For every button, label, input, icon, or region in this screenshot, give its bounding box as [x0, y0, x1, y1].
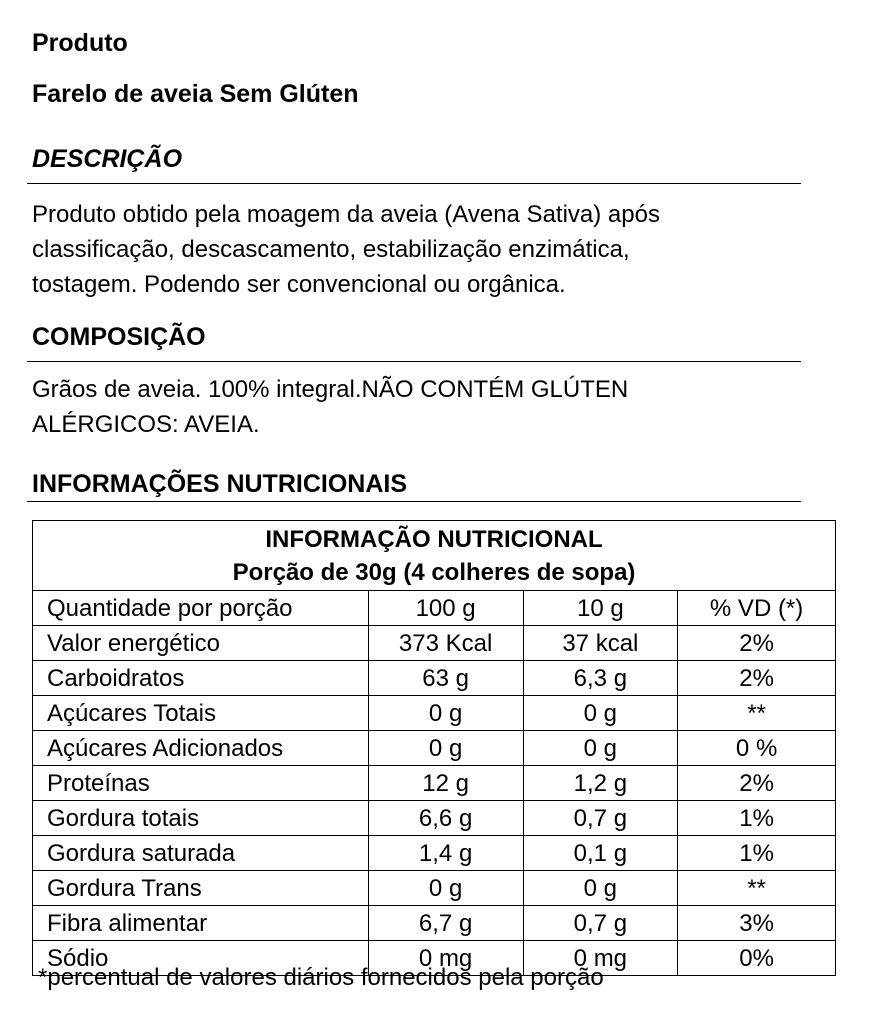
value-100g: 63 g — [368, 661, 523, 696]
table-row — [33, 906, 836, 941]
value-10g: 1,2 g — [523, 766, 678, 801]
value-10g: 0 mg — [523, 941, 678, 976]
value-vd: 2% — [678, 766, 836, 801]
table-row — [33, 801, 836, 836]
value-100g: 373 Kcal — [368, 626, 523, 661]
table-row — [33, 836, 836, 871]
descricao-heading: DESCRIÇÃO — [32, 145, 183, 173]
value-100g: 1,4 g — [368, 836, 523, 871]
table-row — [33, 871, 836, 906]
nutrition-table — [32, 520, 836, 976]
value-vd: 1% — [678, 801, 836, 836]
column-header: Quantidade por porção — [33, 591, 369, 626]
composicao-heading: COMPOSIÇÃO — [32, 323, 206, 351]
nutrient-name: Gordura totais — [33, 801, 369, 836]
table-title-cell — [33, 521, 836, 591]
table-header-row — [33, 591, 836, 626]
value-vd: 2% — [678, 626, 836, 661]
value-vd: 0% — [678, 941, 836, 976]
nutrient-name: Valor energético — [33, 626, 369, 661]
nutrient-name: Sódio — [33, 941, 369, 976]
value-100g: 12 g — [368, 766, 523, 801]
value-vd: 3% — [678, 906, 836, 941]
value-10g: 0 g — [523, 696, 678, 731]
value-10g: 0,1 g — [523, 836, 678, 871]
table-row — [33, 626, 836, 661]
descricao-text — [32, 197, 800, 302]
nutrient-name: Carboidratos — [33, 661, 369, 696]
value-10g: 37 kcal — [523, 626, 678, 661]
nutrient-name: Açúcares Totais — [33, 696, 369, 731]
value-vd: ** — [678, 871, 836, 906]
descricao-line: classificação, descascamento, estabilização enzimática, — [32, 236, 630, 263]
value-10g: 0,7 g — [523, 801, 678, 836]
value-100g: 0 g — [368, 731, 523, 766]
info-divider — [27, 501, 801, 502]
nutrient-name: Proteínas — [33, 766, 369, 801]
table-row — [33, 766, 836, 801]
value-vd: ** — [678, 696, 836, 731]
table-row — [33, 661, 836, 696]
table-row — [33, 731, 836, 766]
table-footnote: *percentual de valores diários fornecidos pela porção — [38, 964, 604, 991]
nutrient-name: Gordura saturada — [33, 836, 369, 871]
table-row — [33, 696, 836, 731]
composicao-line: ALÉRGICOS: AVEIA. — [32, 411, 260, 438]
value-vd: 2% — [678, 661, 836, 696]
composicao-text — [32, 372, 800, 442]
value-10g: 0,7 g — [523, 906, 678, 941]
nutrient-name: Fibra alimentar — [33, 906, 369, 941]
value-10g: 6,3 g — [523, 661, 678, 696]
value-100g: 6,7 g — [368, 906, 523, 941]
value-100g: 0 g — [368, 696, 523, 731]
product-label: Produto — [32, 29, 128, 57]
table-portion: Porção de 30g (4 colheres de sopa) — [232, 559, 636, 586]
value-100g: 6,6 g — [368, 801, 523, 836]
value-100g: 0 g — [368, 871, 523, 906]
descricao-line: tostagem. Podendo ser convencional ou orgânica. — [32, 271, 566, 298]
composicao-divider — [27, 361, 801, 362]
nutrient-name: Açúcares Adicionados — [33, 731, 369, 766]
value-100g: 0 mg — [368, 941, 523, 976]
nutrient-name: Gordura Trans — [33, 871, 369, 906]
descricao-divider — [27, 183, 801, 184]
column-header: 100 g — [368, 591, 523, 626]
value-10g: 0 g — [523, 731, 678, 766]
table-title: INFORMAÇÃO NUTRICIONAL — [265, 526, 603, 553]
value-vd: 1% — [678, 836, 836, 871]
column-header: % VD (*) — [678, 591, 836, 626]
info-heading: INFORMAÇÕES NUTRICIONAIS — [32, 470, 407, 498]
table-title-row — [33, 521, 836, 591]
product-name: Farelo de aveia Sem Glúten — [32, 80, 359, 108]
composicao-line: Grãos de aveia. 100% integral.NÃO CONTÉM GLÚTEN — [32, 376, 629, 403]
value-vd: 0 % — [678, 731, 836, 766]
descricao-line: Produto obtido pela moagem da aveia (Avena Sativa) após — [32, 201, 660, 228]
column-header: 10 g — [523, 591, 678, 626]
value-10g: 0 g — [523, 871, 678, 906]
